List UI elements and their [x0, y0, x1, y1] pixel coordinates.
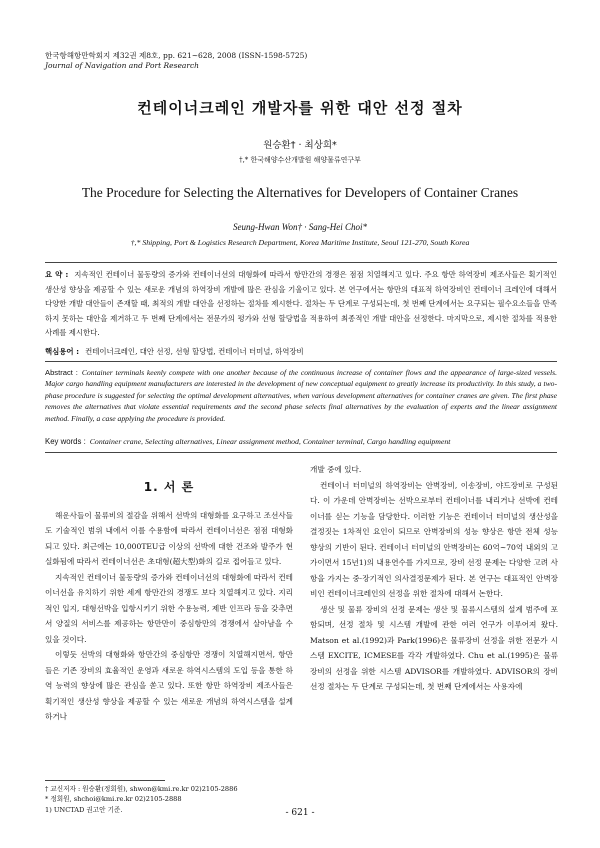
journal-header: [45, 51, 307, 71]
abstract-korean-text: 지속적인 컨테이너 물동량의 증가와 컨테이너선의 대형화에 따라서 항만간의 경쟁은 점점 치열해지고 있다. 주요 항만 하역장비 제조사들은 획기적인 생산성 향상을 제공할 수 있는 새로운 개념의 하역장비 개발에 많은 관심을 기울이고 있다. 본 연구에서는 항만의 대표적 하역장비인 컨테이너 크레인에 대해서 다양한 개발 대안들이 존재할 때, 최적의 개발 대안을 선정하는 절차를 제시한다. 절차는 두 단계로 구성되는데, 첫 번째 단계에서는 요구되는 필수요소들을 만족하지 못하는 대안을 제거하고 두 번째 단계에서는 전문가의 평가와 선형 할당법을 적용하여 최종적인 개발 대안을 선정한다. 마지막으로, 제시한 절차를 적용한 사례를 제시한다.: [45, 270, 557, 338]
page-number: - 621 -: [285, 808, 315, 818]
keywords-korean-text: 컨테이너크레인, 대안 선정, 선형 할당법, 컨테이너 터미널, 하역장비: [85, 347, 304, 356]
keywords-english-label: Key words :: [45, 437, 86, 446]
divider: [45, 452, 557, 453]
affiliation-english: †,* Shipping, Port & Logistics Research Department, Korea Maritime Institute, Seoul 121-270, South Korea: [130, 238, 470, 247]
paragraph: 개발 중에 있다.: [310, 465, 362, 474]
journal-name-en: Journal of Navigation and Port Research: [45, 61, 199, 70]
paragraph: 지속적인 컨테이너 물동량의 증가와 컨테이너선의 대형화에 따라서 컨테이너선을 유치하기 위한 세계 항만간의 경쟁도 보다 치열해지고 있다. 지리적인 입지, 대형선박을 입항시키기 위한 수용능력, 제반 인프라 등을 갖추면서 양질의 서비스를 제공하는 항만만이 중심항만의 경쟁에서 살아남을 수 있을 것이다.: [45, 572, 293, 644]
keywords-english-text: Container crane, Selecting alternatives, Linear assignment method, Container terminal, Cargo handling equipment: [89, 437, 451, 446]
section-heading: 1. 서 론: [143, 480, 195, 494]
paragraph: 생산 및 물류 장비의 선정 문제는 생산 및 물류시스템의 설계 범주에 포함되며, 선정 절차 및 시스템 개발에 관한 여러 연구가 이루어져 왔다. Matson et al.(1992)과 Park(1996)은 물류장비 선정을 위한 전문가 시스템 EXCITE, ICMESE를 각각 개발하였다. Chu et al.(1995)은 물류 장비의 선정을 위한 시스템 ADVISOR를 개발하였다. ADVISOR의 장비 선정 절차는 두 단계로 구성되는데, 첫 번째 단계에서는 사용자에: [310, 604, 558, 691]
footnote-divider: [45, 780, 165, 781]
keywords-korean-label: 핵심용어 :: [45, 347, 80, 356]
affiliation-korean: †,* 한국해양수산개발원 해양물류연구부: [239, 156, 361, 164]
journal-citation: 한국항해항만학회지 제32권 제8호, pp. 621~628, 2008 (ISSN-1598-5725): [45, 51, 308, 60]
abstract-english-text: Container terminals keenly compete with one another because of the continuous increase of container flows and the appearance of large-sized vessels. Major cargo handling equipment manufacturers are interested in the development of new conceptual equipment to greatly increase its productivity. In this study, a two-phase procedure is suggested for selecting the optimal development alternatives, when various development alternatives for container cranes are given. The first phase removes the alternatives that violate essential requirements and the second phase selects final alternatives by the evaluation of experts and the linear assignment method. Finally, a case applying the procedure is provided.: [45, 368, 557, 423]
column-right: [310, 462, 558, 695]
divider: [45, 262, 557, 263]
abstract-english: [45, 367, 557, 424]
abstract-korean: [45, 268, 557, 341]
column-left: [45, 462, 293, 725]
paragraph: 이렇듯 선박의 대형화와 항만간의 중심항만 경쟁이 치열해지면서, 항만들은 기존 장비의 효율적인 운영과 새로운 하역시스템의 도입 등을 통한 하역 능력의 향상에 많은 관심을 쏟고 있다. 또한 항만 하역장비 제조사들은 획기적인 생산성 향상을 제공할 수 있는 새로운 개념의 하역시스템을 설계하거나: [45, 650, 293, 721]
authors-korean: 원승환† · 최상희*: [263, 140, 337, 151]
footnote-unctad: 1) UNCTAD 권고안 기준.: [45, 805, 123, 814]
footnote-corresponding-author: † 교신저자 : 원승환(정회원), shwon@kmi.re.kr 02)2105-2886: [45, 785, 238, 793]
abstract-korean-label: 요 약 :: [45, 270, 69, 279]
paper-title-korean: 컨테이너크레인 개발자를 위한 대안 선정 절차: [137, 99, 463, 117]
paragraph: 해운사들이 물류비의 절감을 위해서 선박의 대형화를 요구하고 조선사들도 기술적인 범위 내에서 이를 수용함에 따라서 컨테이너선은 점점 대형화되고 있다. 최근에는 10,000TEU급 이상의 선박에 대한 건조와 발주가 현실화됨에 따라서 컨테이너선은 초대형(超大型)화의 길로 접어들고 있다.: [45, 510, 293, 566]
footnote-member: * 정회원, shchoi@kmi.re.kr 02)2105-2888: [45, 795, 182, 804]
keywords-english: [45, 437, 557, 446]
keywords-korean: [45, 346, 557, 357]
abstract-english-label: Abstract :: [45, 368, 78, 377]
paragraph: 컨테이너 터미널의 하역장비는 안벽장비, 이송장비, 야드장비로 구성된다. 이 가운데 안벽장비는 선박으로부터 컨테이너를 내리거나 선박에 컨테이너를 싣는 기능을 담당한다. 이러한 기능은 컨테이너 터미널의 생산성을 결정짓는 1차적인 요인이 되므로 안벽장비의 성능 향상은 항만 전체 성능 향상의 기반이 된다. 컨테이너 터미널의 안벽장비는 60억~70억 내외의 고가이면서 15년1)의 내용연수를 가지므로, 장비 선정 문제는 다양한 고려 사항을 가지는 중·장기적인 의사결정문제가 된다. 본 연구는 대표적인 안벽장비인 컨테이너크레인의 선정을 위한 절차에 대해서 논한다.: [310, 480, 558, 598]
paper-title-english: The Procedure for Selecting the Alternatives for Developers of Container Cranes: [81, 185, 519, 200]
authors-english: Seung-Hwan Won† · Sang-Hei Choi*: [233, 222, 367, 232]
divider: [45, 361, 557, 362]
